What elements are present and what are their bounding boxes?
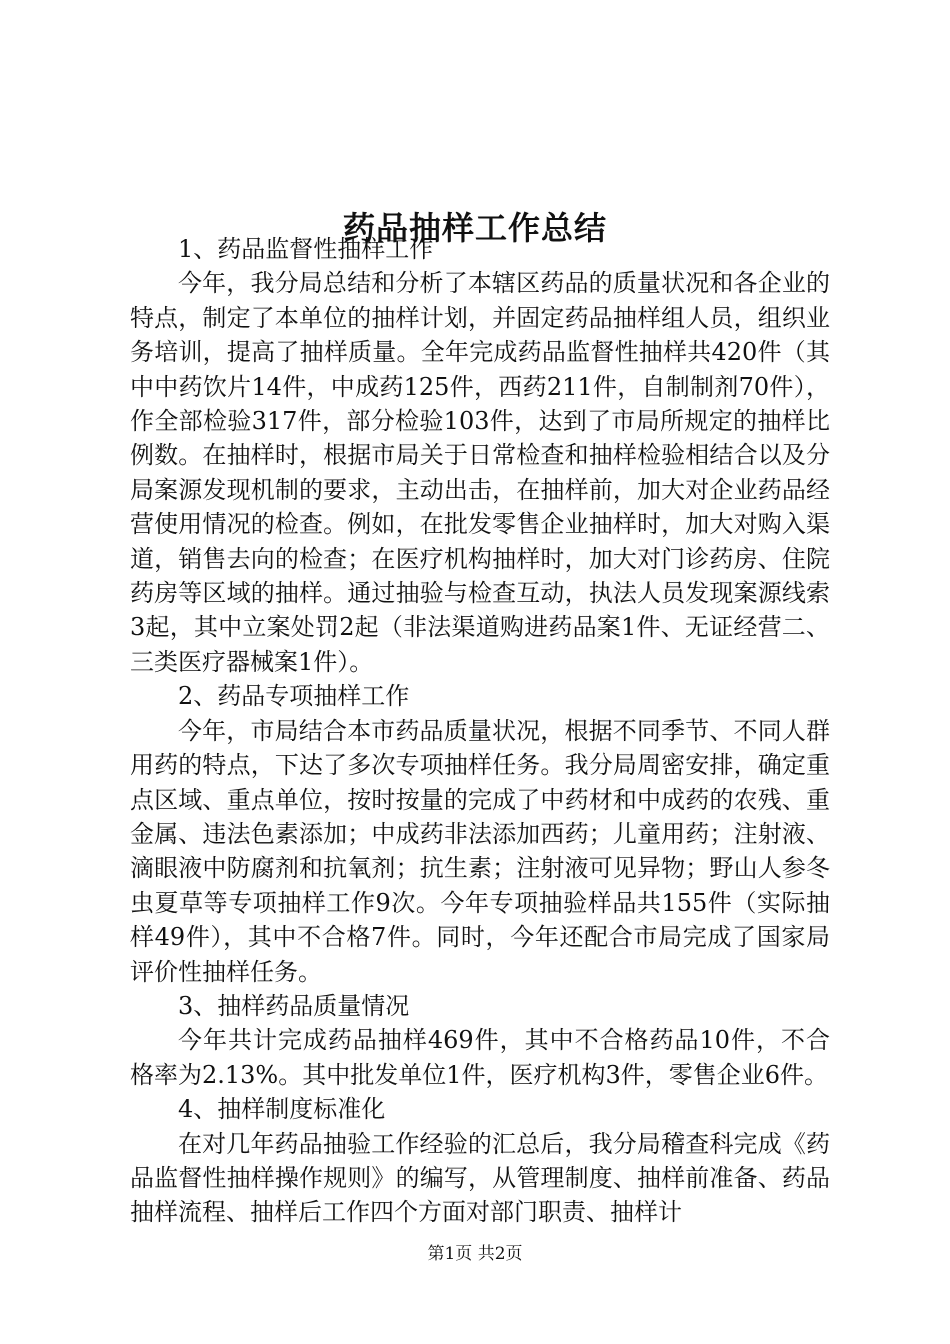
page-number-footer: 第1页 共2页 — [427, 1244, 523, 1264]
document-title: 药品抽样工作总结 — [342, 209, 607, 248]
section-heading-1: 1、药品监督性抽样工作 — [178, 235, 434, 263]
section-paragraph-1: 今年，我分局总结和分析了本辖区药品的质量状况和各企业的特点，制定了本单位的抽样计划，并固定药品抽样组人员，组织业务培训，提高了抽样质量。全年完成药品监督性抽样共420件（其中中药饮片14件，中成药125件，西药211件，自制制剂70件），作全部检验317件，部分检验103件，达到了市局所规定的抽样比例数。在抽样时，根据市局关于日常检查和抽样检验相结合以及分局案源发现机制的要求，主动出击，在抽样前，加大对企业药品经营使用情况的检查。例如，在批发零售企业抽样时，加大对购入渠道，销售去向的检查；在医疗机构抽样时，加大对门诊药房、住院药房等区域的抽样。通过抽验与检查互动，执法人员发现案源线索3起，其中立案处罚2起（非法渠道购进药品案1件、无证经营二、三类医疗器械案1件）。 — [130, 269, 830, 676]
section-paragraph-3: 今年共计完成药品抽样469件，其中不合格药品10件，不合格率为2.13%。其中批发单位1件，医疗机构3件，零售企业6件。 — [130, 1026, 830, 1089]
document-body — [130, 232, 830, 1230]
section-heading-4: 4、抽样制度标准化 — [178, 1095, 386, 1124]
section-paragraph-2: 今年，市局结合本市药品质量状况，根据不同季节、不同人群用药的特点，下达了多次专项抽样任务。我分局周密安排，确定重点区域、重点单位，按时按量的完成了中药材和中成药的农残、重金属、违法色素添加；中成药非法添加西药；儿童用药；注射液、滴眼液中防腐剂和抗氧剂；抗生素；注射液可见异物；野山人参冬虫夏草等专项抽样工作9次。今年专项抽验样品共155件（实际抽样49件），其中不合格7件。同时，今年还配合市局完成了国家局评价性抽样任务。 — [130, 716, 830, 986]
section-heading-2: 2、药品专项抽样工作 — [178, 682, 410, 711]
section-heading-3: 3、抽样药品质量情况 — [178, 991, 410, 1020]
section-paragraph-4: 在对几年药品抽验工作经验的汇总后，我分局稽查科完成《药品监督性抽样操作规则》的编写，从管理制度、抽样前准备、药品抽样流程、抽样后工作四个方面对部门职责、抽样计 — [130, 1129, 830, 1227]
